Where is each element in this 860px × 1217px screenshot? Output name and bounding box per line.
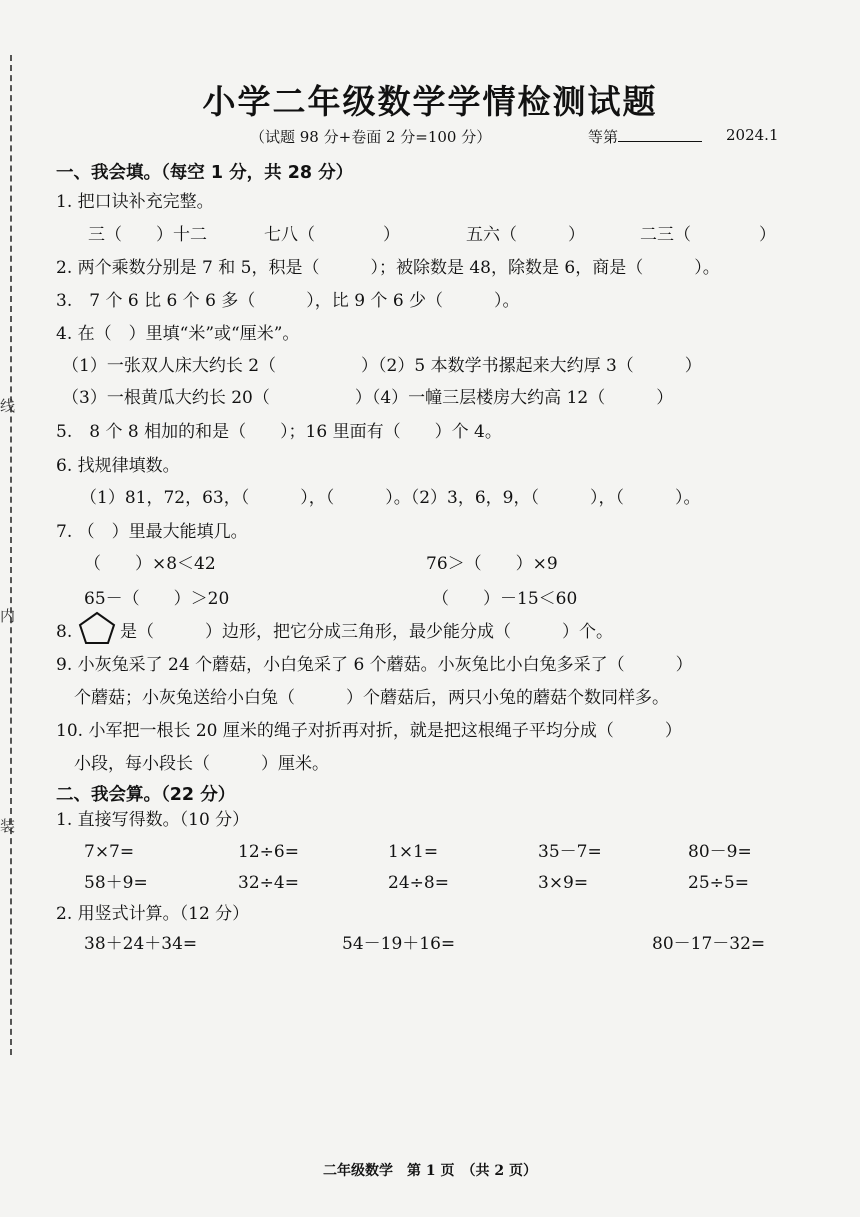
page-footer: 二年级数学 第 1 页 （共 2 页）: [323, 1163, 537, 1179]
q6-stem: 6. 找规律填数。: [56, 456, 180, 476]
calc-item: 7×7=: [84, 842, 135, 862]
pentagon-icon: [78, 611, 116, 645]
q4-row-1: （1）一张双人床大约长 2（ ）（2）5 本数学书摞起来大约厚 3（ ）: [62, 356, 702, 376]
q1-item-2: 七八（ ）: [264, 225, 400, 245]
q1-item-4: 二三（ ）: [640, 225, 776, 245]
binding-dashed-line: [10, 55, 12, 1055]
q1-item-1: 三（ ）十二: [88, 225, 207, 245]
q5-text: 5. 8 个 8 相加的和是（ ）；16 里面有（ ）个 4。: [56, 422, 502, 442]
vertical-calc-item: 80－17－32=: [652, 934, 766, 954]
q4-row-2: （3）一根黄瓜大约长 20（ ）（4）一幢三层楼房大约高 12（ ）: [62, 388, 674, 408]
q6-row: （1）81，72，63，（ ），（ ）。（2）3，6，9，（ ），（ ）。: [80, 488, 701, 508]
calc-item: 25÷5=: [688, 873, 749, 893]
q3-text: 3. 7 个 6 比 6 个 6 多（ ），比 9 个 6 少（ ）。: [56, 291, 520, 311]
section2-heading: 二、我会算。（22 分）: [56, 785, 236, 805]
binding-mark-nei: 内: [0, 607, 16, 625]
s2-q2-stem: 2. 用竖式计算。（12 分）: [56, 904, 250, 924]
calc-item: 12÷6=: [238, 842, 299, 862]
q2-text: 2. 两个乘数分别是 7 和 5，积是（ ）；被除数是 48，除数是 6，商是（ ）。: [56, 258, 720, 278]
binding-mark-zhuang: 装: [0, 817, 16, 835]
page-title: 小学二年级数学学情检测试题: [202, 82, 658, 121]
q9-line-2: 个蘑菇；小灰兔送给小白兔（ ）个蘑菇后，两只小兔的蘑菇个数同样多。: [74, 688, 669, 708]
q8-text: 是（ ）边形，把它分成三角形，最少能分成（ ）个。: [120, 622, 613, 642]
q7-b: 76＞（ ）×9: [426, 554, 558, 574]
calc-item: 80－9=: [688, 842, 752, 862]
q10-line-1: 10. 小军把一根长 20 厘米的绳子对折再对折，就是把这根绳子平均分成（ ）: [56, 721, 682, 741]
score-note: （试题 98 分+卷面 2 分=100 分）: [250, 128, 492, 146]
grade-blank[interactable]: [618, 127, 702, 142]
grade-label: 等第: [588, 128, 619, 146]
s2-q1-stem: 1. 直接写得数。（10 分）: [56, 810, 250, 830]
q7-a: （ ）×8＜42: [84, 554, 216, 574]
vertical-calc-item: 38＋24＋34=: [84, 934, 198, 954]
q4-stem: 4. 在（ ）里填“米”或“厘米”。: [56, 324, 300, 344]
vertical-calc-item: 54－19＋16=: [342, 934, 456, 954]
q8-number: 8.: [56, 622, 73, 642]
q1-stem: 1. 把口诀补充完整。: [56, 192, 214, 212]
q1-item-3: 五六（ ）: [466, 225, 585, 245]
q10-line-2: 小段，每小段长（ ）厘米。: [74, 754, 329, 774]
calc-item: 3×9=: [538, 873, 589, 893]
q7-stem: 7. （ ）里最大能填几。: [56, 522, 248, 542]
grade-field: [588, 126, 702, 147]
calc-item: 32÷4=: [238, 873, 299, 893]
section1-heading: 一、我会填。（每空 1 分，共 28 分）: [56, 163, 354, 183]
exam-date: 2024.1: [726, 126, 779, 144]
q7-c: 65－（ ）＞20: [84, 589, 230, 609]
q7-d: （ ）－15＜60: [432, 589, 578, 609]
binding-mark-xian: 线: [0, 397, 16, 415]
calc-item: 58＋9=: [84, 873, 148, 893]
calc-item: 1×1=: [388, 842, 439, 862]
calc-item: 24÷8=: [388, 873, 449, 893]
q9-line-1: 9. 小灰兔采了 24 个蘑菇，小白兔采了 6 个蘑菇。小灰兔比小白兔多采了（ ）: [56, 655, 693, 675]
calc-item: 35－7=: [538, 842, 602, 862]
